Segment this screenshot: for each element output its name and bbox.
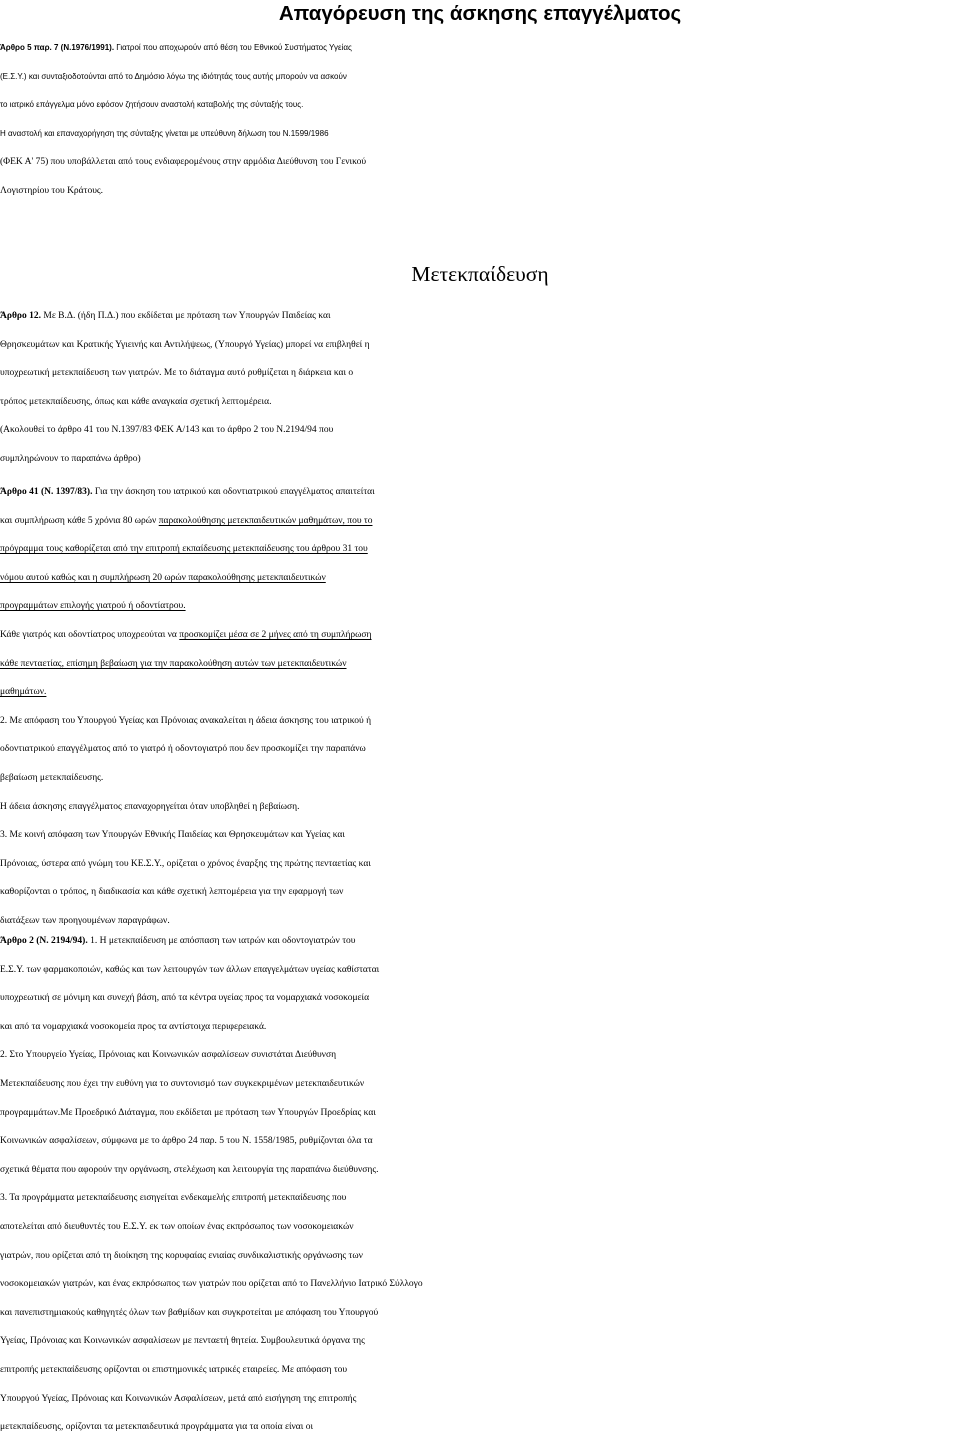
- underlined-line: νόμου αυτού καθώς και η συμπλήρωση 20 ωρών παρακολούθησης μετεκπαιδευτικών: [0, 572, 326, 583]
- text-line: τρόπος μετεκπαίδευσης, όπως και κάθε αναγκαία σχετική λεπτομέρεια.: [0, 396, 272, 407]
- text-segment: και συμπλήρωση κάθε 5 χρόνια 80 ωρών: [0, 515, 159, 526]
- text-line: 3. Τα προγράμματα μετεκπαίδευσης εισηγείται ενδεκαμελής επιτροπή μετεκπαίδευσης που: [0, 1193, 347, 1204]
- underlined-line: μαθημάτων.: [0, 687, 47, 698]
- underlined-line: προγραμμάτων επιλογής γιατρού ή οδοντίατρου.: [0, 601, 186, 612]
- text-segment: Κάθε γιατρός και οδοντίατρος υποχρεούται να: [0, 629, 180, 640]
- text-line: συμπληρώνουν το παραπάνω άρθρο): [0, 453, 141, 464]
- article-reference: Άρθρο 2 (Ν. 2194/94).: [0, 936, 88, 946]
- text-segment: 1. Η μετεκπαίδευση με απόσπαση των ιατρών και οδοντογιατρών του: [87, 936, 356, 946]
- text-line: Κοινωνικών ασφαλίσεων, σύμφωνα με το άρθρο 24 παρ. 5 του Ν. 1558/1985, ρυθμίζονται όλα τα: [0, 1136, 373, 1147]
- text-line: Η αναστολή και επαναχορήγηση της σύνταξης γίνεται με υπεύθυνη δήλωση του Ν.1599/1986: [0, 128, 329, 138]
- text-line: Πρόνοιας, ύστερα από γνώμη του ΚΕ.Σ.Υ., ορίζεται ο χρόνος έναρξης της πρώτης πενταετίας και: [0, 858, 371, 869]
- text-line: Η άδεια άσκησης επαγγέλματος επαναχορηγείται όταν υποβληθεί η βεβαίωση.: [0, 801, 300, 812]
- text-line: Υπουργού Υγείας, Πρόνοιας και Κοινωνικών Ασφαλίσεων, μετά από εισήγηση της επιτροπής: [0, 1393, 357, 1404]
- text-line: μετεκπαίδευσης, ορίζονται τα μετεκπαιδευτικά προγράμματα για τα οποία είναι οι: [0, 1422, 314, 1433]
- text-line: διατάξεων των προηγουμένων παραγράφων.: [0, 915, 170, 926]
- text-line: και από τα νομαρχιακά νοσοκομεία προς τα αντίστοιχα περιφερειακά.: [0, 1021, 267, 1032]
- text-line: (ΦΕΚ Α' 75) που υποβάλλεται από τους ενδιαφερομένους στην αρμόδια Διεύθυνση του Γενικού: [0, 157, 367, 168]
- text-line: υποχρεωτική σε μόνιμη και συνεχή βάση, από τα κέντρα υγείας προς τα νομαρχιακά νοσοκομεία: [0, 993, 370, 1004]
- text-line: (Ε.Σ.Υ.) και συνταξιοδοτούνται από το Δημόσιο λόγω της ιδιότητάς τους αυτής μπορούν να ασκούν: [0, 71, 347, 81]
- text-segment: Για την άσκηση του ιατρικού και οδοντιατρικού επαγγέλματος απαιτείται: [92, 487, 375, 497]
- text-line: Ε.Σ.Υ. των φαρμακοποιών, καθώς και των λειτουργών των άλλων επαγγελμάτων υγείας καθίσταται: [0, 964, 380, 975]
- text-line: [0, 621, 960, 650]
- article-reference: Άρθρο 41 (Ν. 1397/83).: [0, 487, 93, 497]
- text-line: νοσοκομειακών γιατρών, και ένας εκπρόσωπος των γιατρών που ορίζεται από το Πανελλήνιο Ιατρικό Σύλλογο: [0, 1279, 423, 1290]
- underlined-text: παρακολούθησης μετεκπαιδευτικών μαθημάτων, που το: [158, 515, 373, 526]
- text-line: Μετεκπαίδευσης που έχει την ευθύνη για το συντονισμό των συγκεκριμένων μετεκπαιδευτικών: [0, 1078, 365, 1089]
- section-title-continuing-education: Μετεκπαίδευση: [411, 262, 549, 286]
- text-line: Λογιστηρίου του Κράτους.: [0, 185, 104, 196]
- text-segment: Με Β.Δ. (ήδη Π.Δ.) που εκδίδεται με πρόταση των Υπουργών Παιδείας και: [41, 311, 331, 321]
- paragraph-article-5: [0, 34, 960, 206]
- text-line: βεβαίωση μετεκπαίδευσης.: [0, 772, 104, 783]
- text-line: σχετικά θέματα που αφορούν την οργάνωση, στελέχωση και λειτουργία της παραπάνω διεύθυνσης.: [0, 1164, 379, 1175]
- underlined-line: πρόγραμμα τους καθορίζεται από την επιτροπή εκπαίδευσης μετεκπαίδευσης του άρθρου 31 του: [0, 544, 368, 555]
- text-line: [0, 478, 960, 507]
- section-title-prohibition: Απαγόρευση της άσκησης επαγγέλματος: [278, 2, 682, 25]
- text-line: 3. Με κοινή απόφαση των Υπουργών Εθνικής Παιδείας και Θρησκευμάτων και Υγείας και: [0, 830, 345, 841]
- text-line: Θρησκευμάτων και Κρατικής Υγιεινής και Αντιλήψεως, (Υπουργό Υγείας) μπορεί να επιβληθεί η: [0, 339, 370, 350]
- text-line: οδοντιατρικού επαγγέλματος από το γιατρό ή οδοντογιατρό που δεν προσκομίζει την παραπάνω: [0, 744, 366, 755]
- text-line: (Ακολουθεί το άρθρο 41 του Ν.1397/83 ΦΕΚ Α/143 και το άρθρο 2 του Ν.2194/94 που: [0, 425, 334, 436]
- article-reference: Άρθρο 5 παρ. 7 (Ν.1976/1991).: [0, 43, 115, 52]
- text-line: Υγείας, Πρόνοιας και Κοινωνικών ασφαλίσεων με πενταετή θητεία. Συμβουλευτικά όργανα της: [0, 1336, 365, 1347]
- text-line: 2. Με απόφαση του Υπουργού Υγείας και Πρόνοιας ανακαλείται η άδεια άσκησης του ιατρικού ή: [0, 715, 372, 726]
- text-line: αποτελείται από διευθυντές του Ε.Σ.Υ. εκ των οποίων ένας εκπρόσωπος των νοσοκομειακών: [0, 1221, 354, 1232]
- text-line: γιατρών, που ορίζεται από τη διοίκηση της κορυφαίας ενιαίας συνδικαλιστικής οργάνωσης των: [0, 1250, 363, 1261]
- paragraph-article-41: [0, 478, 960, 936]
- text-line: και πανεπιστημιακούς καθηγητές όλων των βαθμίδων και συγκροτείται με απόφαση του Υπουργού: [0, 1307, 379, 1318]
- text-line: επιτροπής μετεκπαίδευσης ορίζονται οι επιστημονικές ιατρικές εταιρείες. Με απόφαση του: [0, 1364, 348, 1375]
- text-line: [0, 34, 960, 63]
- text-line: το ιατρικό επάγγελμα μόνο εφόσον ζητήσουν αναστολή καταβολής της σύνταξής τους.: [0, 100, 304, 110]
- text-line: προγραμμάτων.Με Προεδρικό Διάταγμα, που εκδίδεται με πρόταση των Υπουργών Προεδρίας και: [0, 1107, 376, 1118]
- text-line: [0, 507, 960, 536]
- text-line: [0, 302, 960, 331]
- paragraph-article-12: [0, 302, 960, 474]
- paragraph-article-2: [0, 927, 960, 1442]
- text-line: [0, 927, 960, 956]
- article-reference: Άρθρο 12.: [0, 311, 41, 321]
- text-line: καθορίζονται ο τρόπος, η διαδικασία και κάθε σχετική λεπτομέρεια για την εφαρμογή των: [0, 887, 344, 898]
- underlined-line: κάθε πενταετίας, επίσημη βεβαίωση για την παρακολούθηση αυτών των μετεκπαιδευτικών: [0, 658, 347, 669]
- text-segment: Γιατροί που αποχωρούν από θέση του Εθνικού Συστήματος Υγείας: [114, 43, 352, 52]
- underlined-text: προσκομίζει μέσα σε 2 μήνες από τη συμπλήρωση: [179, 629, 372, 640]
- text-line: 2. Στο Υπουργείο Υγείας, Πρόνοιας και Κοινωνικών ασφαλίσεων συνιστάται Διεύθυνση: [0, 1050, 337, 1061]
- text-line: υποχρεωτική μετεκπαίδευση των γιατρών. Με το διάταγμα αυτό ρυθμίζεται η διάρκεια και ο: [0, 368, 354, 379]
